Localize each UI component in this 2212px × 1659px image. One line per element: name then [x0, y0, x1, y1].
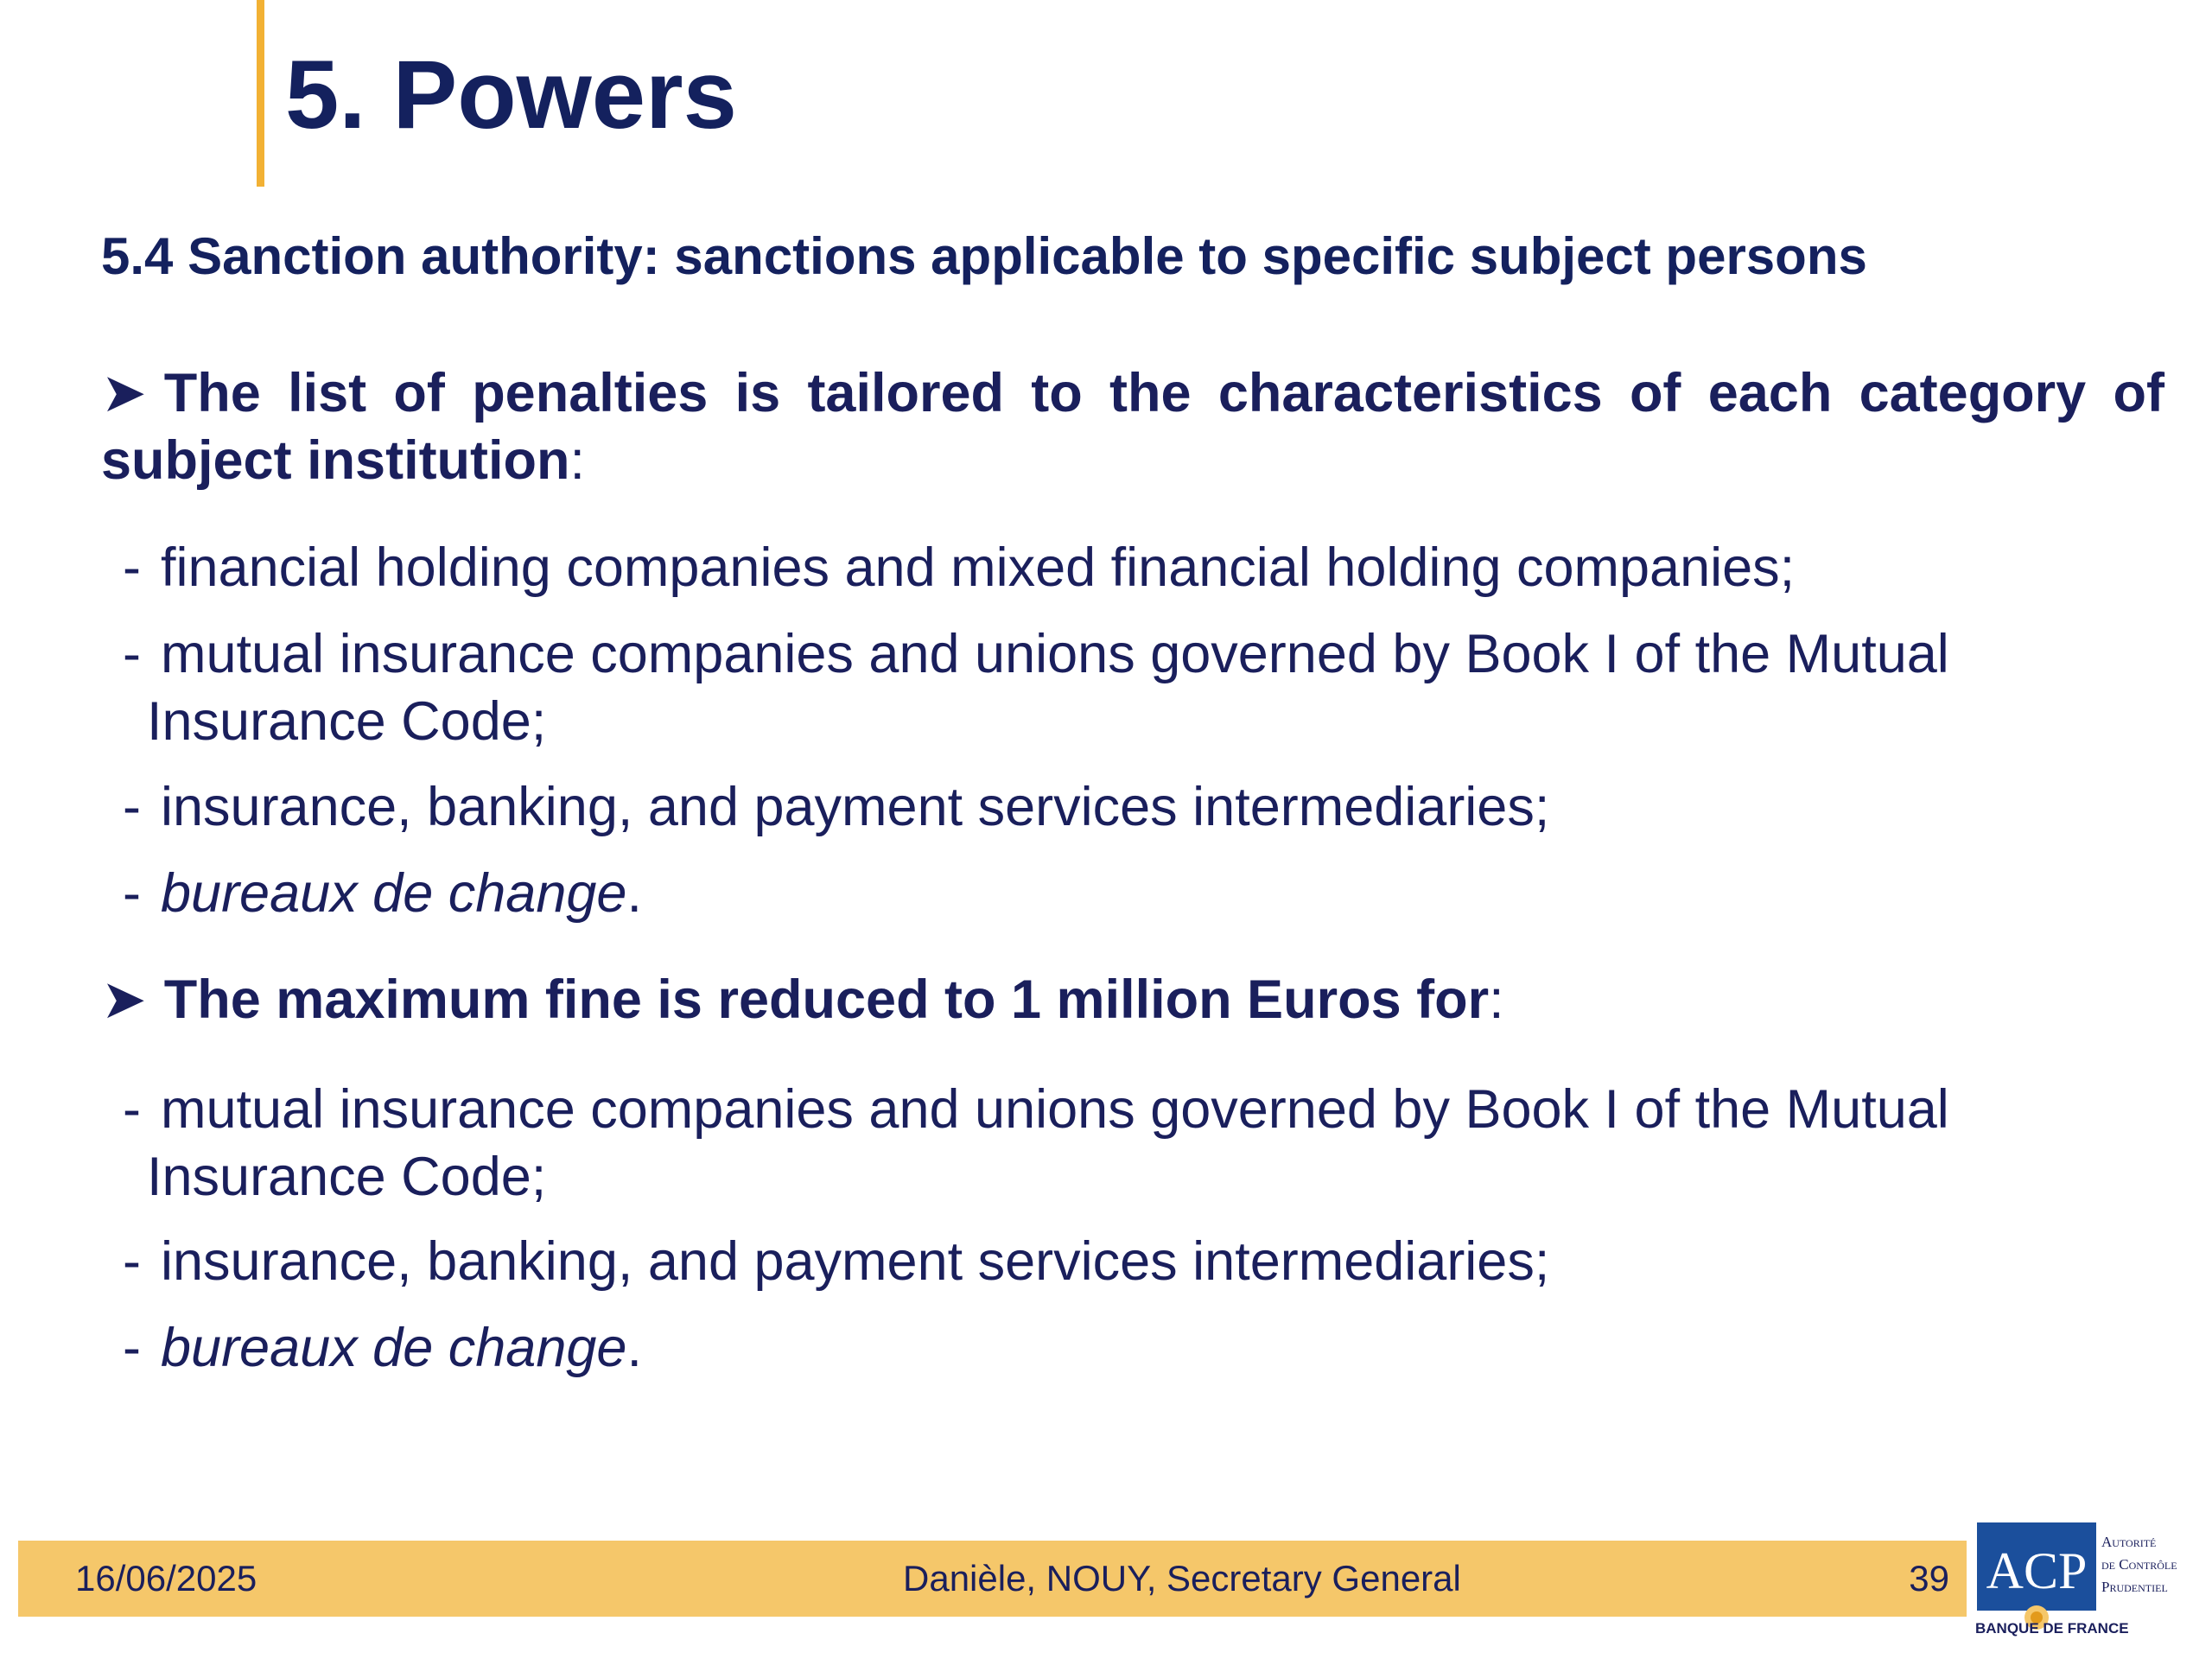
- list-item: [123, 773, 2164, 841]
- dash-bullet: -: [123, 1079, 141, 1140]
- list-item-period: .: [626, 1318, 642, 1378]
- list-item-continuation: Insurance Code;: [147, 691, 547, 752]
- page-number: 39: [1909, 1558, 1949, 1599]
- list-item: [123, 1228, 2164, 1295]
- list-item: [123, 1076, 2164, 1211]
- list-item-text: insurance, banking, and payment services intermediaries;: [161, 1231, 1550, 1292]
- dash-bullet: -: [123, 1318, 141, 1378]
- logo-line3: Prudentiel: [2101, 1579, 2168, 1595]
- arrow-bullet-icon: ➤: [101, 969, 147, 1030]
- logo-acronym: ACP: [1986, 1542, 2088, 1599]
- dash-bullet: -: [123, 777, 141, 837]
- section2-heading-colon: :: [1489, 969, 1504, 1030]
- footer-author: Danièle, NOUY, Secretary General: [903, 1558, 1461, 1599]
- list-item-text: bureaux de change: [161, 1318, 627, 1378]
- logo-line1: Autorité: [2101, 1534, 2157, 1550]
- dash-bullet: -: [123, 863, 141, 924]
- list-item-period: .: [626, 863, 642, 924]
- footer-bar: [18, 1541, 1967, 1617]
- arrow-bullet-icon: ➤: [101, 363, 147, 423]
- title-accent-bar: [257, 0, 264, 187]
- list-item-text: financial holding companies and mixed financial holding companies;: [161, 537, 1796, 598]
- section1-heading: [101, 359, 2164, 494]
- list-item-text: mutual insurance companies and unions governed by Book I of the Mutual: [161, 624, 1949, 684]
- list-item-text: insurance, banking, and payment services intermediaries;: [161, 777, 1550, 837]
- logo-line2: de Contrôle: [2101, 1556, 2177, 1573]
- dash-bullet: -: [123, 624, 141, 684]
- dash-bullet: -: [123, 1231, 141, 1292]
- logo-bank-name: BANQUE DE FRANCE: [1975, 1620, 2129, 1637]
- acp-logo: [1975, 1519, 2200, 1640]
- list-item-text: mutual insurance companies and unions governed by Book I of the Mutual: [161, 1079, 1949, 1140]
- dash-bullet: -: [123, 537, 141, 598]
- list-item: [123, 620, 2164, 755]
- section2-heading: [101, 966, 2164, 1033]
- slide-title: 5. Powers: [285, 41, 737, 149]
- list-item: [123, 860, 2164, 927]
- list-item: [123, 534, 2164, 601]
- slide-subtitle: 5.4 Sanction authority: sanctions applicable to specific subject persons: [101, 227, 1867, 285]
- footer-date: 16/06/2025: [75, 1558, 257, 1599]
- section1-heading-text: The list of penalties is tailored to the characteristics of each category of subject institution: [101, 363, 2164, 491]
- list-item: [123, 1314, 2164, 1382]
- section2-heading-text: The maximum fine is reduced to 1 million Euros for: [163, 969, 1490, 1030]
- list-item-text: bureaux de change: [161, 863, 627, 924]
- list-item-continuation: Insurance Code;: [147, 1147, 547, 1207]
- section1-heading-colon: :: [569, 430, 585, 491]
